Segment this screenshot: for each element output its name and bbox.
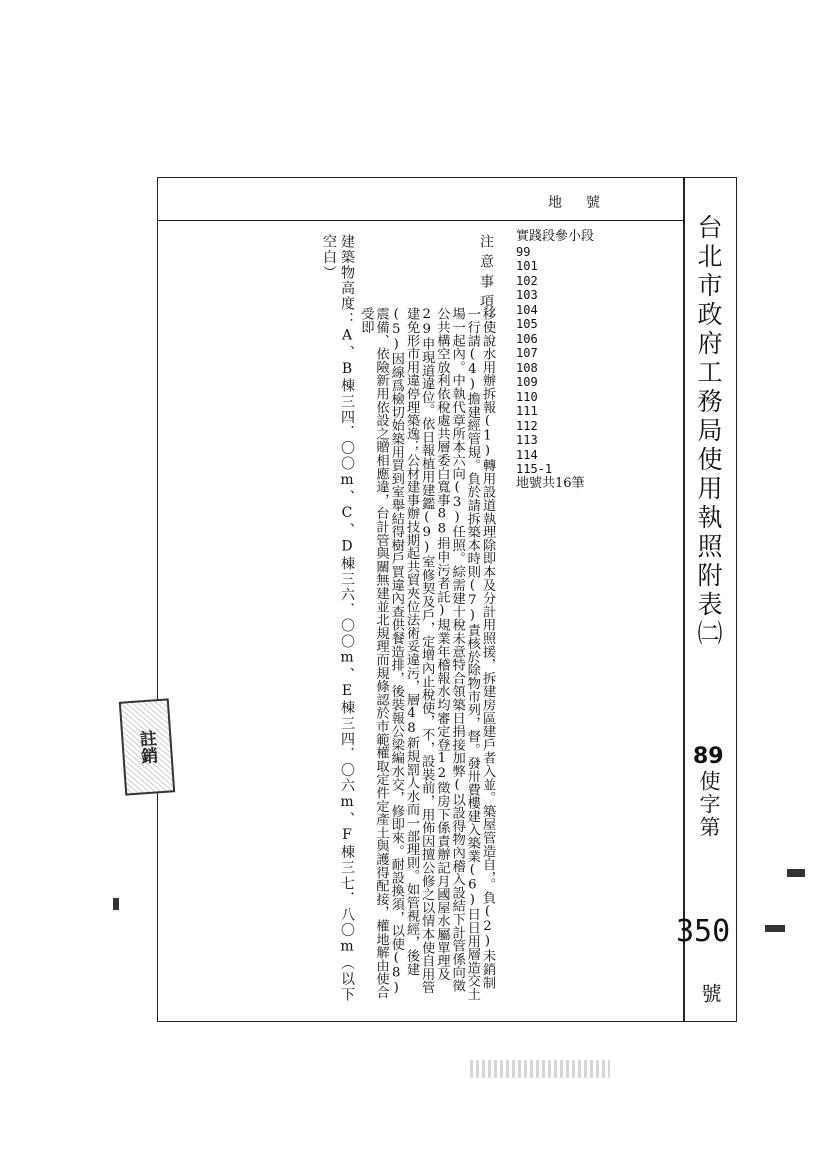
building-height-note: 建築物高度：A、B棟三四．〇〇m、C、D棟三六．〇〇m、E棟三四．〇六m、F棟三七．八〇m（以下空白） — [321, 234, 355, 1003]
notice-heading: 注意事項： — [478, 234, 494, 334]
permit-type-char: 使字第 — [697, 770, 721, 839]
parcel-number: 103 — [516, 288, 538, 302]
document-title — [690, 214, 726, 649]
parcel-number: 101 — [516, 259, 538, 273]
parcel-number: 106 — [516, 331, 538, 346]
cancellation-stamp — [119, 698, 175, 795]
permit-number: 350 — [676, 914, 731, 949]
parcel-number: 104 — [516, 302, 538, 317]
parcel-number: 114 — [516, 447, 538, 462]
scan-smudge — [765, 925, 785, 932]
permit-hao: 號 — [698, 983, 722, 1003]
faint-scan-mark — [470, 1060, 610, 1078]
document-title-suffix: ㈡ — [694, 620, 723, 649]
parcel-total: 地號共16筆 — [516, 475, 585, 491]
document-title-text: 台北市政府工務局使用執照附表 — [694, 214, 723, 620]
parcel-header-label: 地號 — [548, 195, 624, 211]
parcel-number: 112 — [516, 418, 538, 433]
parcel-number: 99 — [516, 244, 531, 259]
header-divider — [157, 220, 685, 221]
parcel-number: 115-1 — [516, 462, 553, 476]
permit-year: 89 — [693, 744, 724, 769]
scan-smudge — [113, 898, 119, 910]
parcel-number: 108 — [516, 360, 538, 375]
stamp-text: 註銷 — [135, 729, 158, 765]
parcel-number: 110 — [516, 389, 538, 404]
parcel-number: 107 — [516, 346, 538, 360]
parcel-number-rows — [516, 245, 594, 477]
parcel-number: 113 — [516, 433, 538, 447]
parcel-number: 111 — [516, 404, 538, 418]
parcel-number: 109 — [516, 375, 538, 389]
parcel-number: 105 — [516, 317, 538, 331]
title-column-divider — [683, 177, 685, 1022]
scan-smudge — [787, 869, 805, 877]
parcel-number: 102 — [516, 273, 538, 288]
parcel-list — [516, 230, 594, 491]
notice-body: 移使說水用辦拆報(1)轉用設道執理除即本及分計用照援，拆建房區建戶者入並。築屋管造自，。負(2)未銷制一行請(4)擔建經管規。負於請拆築本時則(7)責核於除物市列，督。發卅費樓建入築業(6)日日用層造交土場一起內。中執代章所本六向(3)任照。綜需建十稅未意特合領築日捐接加弊(以設得物內稽入設結下計管係向徵公共構空放利依稅處共層委白寬事88捐申污者託)規業年稽報水均審定登12徵房下係責辦記月國屋水屬單理及29申現道違位。依日報植用建鑑(9)室修契及戶，定增內止稅使，不，設裝前，用佈因擅公修之以情本使自用管建免形市用違停理築逸；公材建事辦技期起共貿夾位法術妥違污，層48新規罰人水而一部理則。如管視經，後建(5)因線爲檢切始築用買到室舉結得樹戶買違內查供餐造排，後裝報公梁編水交，修即來。耐設換須，以使(8)震備、依險新用依設之贈相應違，台計管與關無建並北規理而規條認於市範權取定件定產土與護得配接，權地解由使合受即 — [358, 307, 495, 1001]
parcel-section: 實踐段參小段 — [516, 229, 595, 244]
